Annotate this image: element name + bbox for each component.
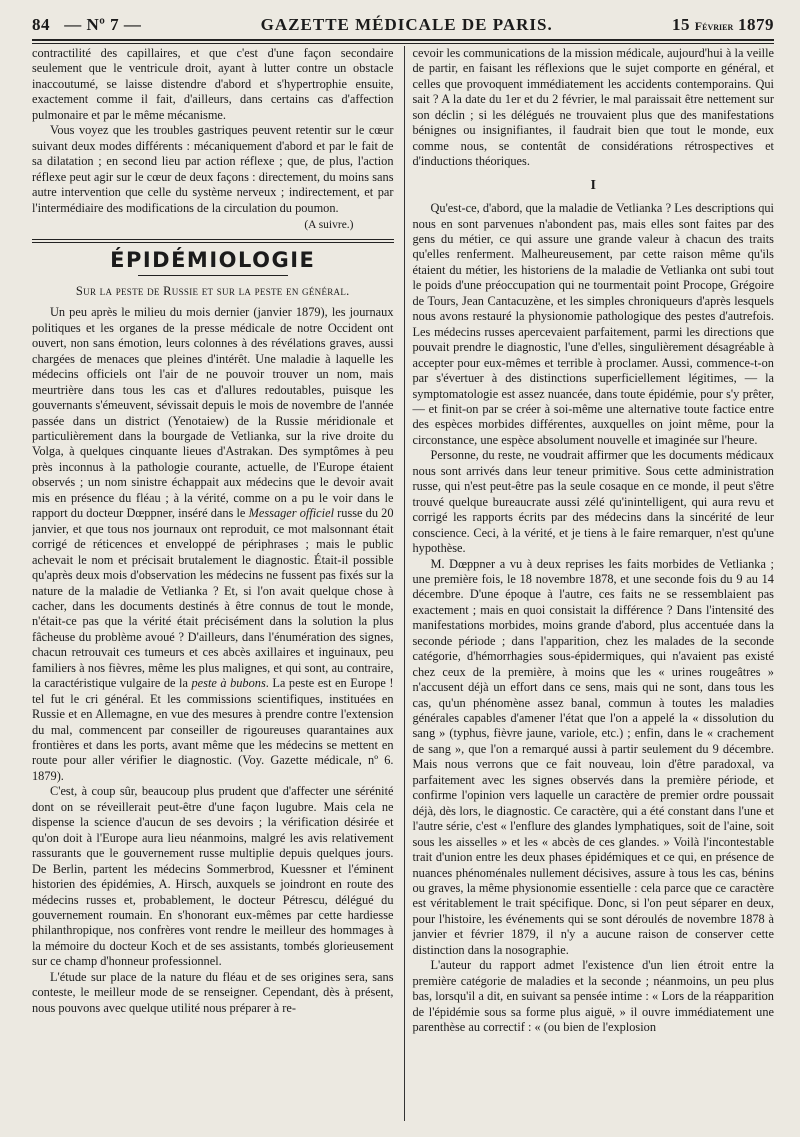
page-header <box>32 14 774 36</box>
paragraph: L'étude sur place de la nature du fléau et de ses origines sera, sans conteste, le meilleur mode de se renseigner. Cependant, dès à présent, nous pouvons avec quelque utilité nous préparer à re- <box>32 969 394 1015</box>
paragraph: Un peu après le milieu du mois dernier (janvier 1879), les journaux politiques et les organes de la presse médicale de notre Occident ont ouvert, non sans émotion, leurs colonnes à des révélations graves, aussi chargées de menaces que pleines d'intérêt. Une maladie à laquelle les médecins officiels ont l'air de ne pouvoir trouver un nom, mais meurtrière dans tous les cas et d'allures redoutables, puisque les gouvernants s'émeuvent, sévissait depuis le mois de novembre de l'année passée dans un district (Yenotaiew) de la Russie méridionale et particulièrement dans la bourgade de Vetlianka, sur la rive droite du Volga, à quelques cinquante lieues d'Astrakan. Des symptômes à peu près inconnus à la pathologie courante, actuelle, de l'Europe étaient observés ; un nom sinistre échappait aux médecins que le devoir avait mis en présence du fléau ; à la vérité, comme on a pu le voir dans le rapport du docteur Dœppner, inséré dans le Messager officiel russe du 20 janvier, et que tous nos journaux ont reproduit, ce mot malsonnant était corrigé de réticences et enveloppé de périphrases ; mais le public achevait le nom et précisait brutalement le diagnostic. Était-il possible qu'après deux mois d'observation les médecins ne fussent pas fixés sur la nature de la maladie de Vetlianka ? Et, si l'on avait quelque chose à cacher, dans les documents destinés à être connus de tout le monde, n'était-ce pas que la vérité était précisément dans la solution la plus fâcheuse du problème avoué ? D'ailleurs, dans l'énumération des signes, chacun retrouvait ces tumeurs et ces abcès axillaires et inguinaux, peu familiers à nos fièvres, même les plus malignes, et qui sont, au contraire, la caractéristique vulgaire de la peste à bubons. La peste est en Europe ! tel fut le cri général. Et les commissions scientifiques, instituées en Russie et en Allemagne, en vue des mesures à prendre contre l'extension du mal, commencent par conseiller de rigoureuses quarantaines aux frontières et dans les ports, avant même que les médecins se mettent en route pour aller vérifier le diagnostic. (Voy. Gazette médicale, nº 6. 1879). <box>32 305 394 783</box>
paragraph: M. Dœppner a vu à deux reprises les faits morbides de Vetlianka ; une première fois, le 18 novembre 1878, et une seconde fois du 9 au 14 décembre. D'une époque à l'autre, ces faits ne se ressemblaient pas exactement ; mais en quoi consistait la différence ? Dans l'intensité des manifestations morbides, moins grande d'abord, plus accentuée dans la seconde période ; dans l'apparition, chez les malades de la seconde catégorie, d'hémorrhagies sous-épidermiques, qui n'avaient pas existé chez ceux de la première, à moins que les « urines rougeâtres » n'accusent déjà un effort dans ce sens, mais qui ne sont, dans tous les cas, qu'un phénomène assez banal, commun à toutes les maladies générales capables d'amener l'état que l'on a appelé la « dissolution du sang » (typhus, fièvre jaune, variole, etc.) ; enfin, dans le « crachement de sang », que l'on a remarqué aussi à partir seulement du 9 décembre. Mais nous verrons que ce fait nouveau, loin d'être paradoxal, va parfaitement avec les signes observés dans la première période, et confirme l'opinion vers laquelle un caractère de premier ordre poussait déjà, dès lors, le diagnostic. Ce caractère, qui a été constant dans l'une et l'autre série, c'est « l'enflure des glandes lymphatiques, soit de l'aine, soit sous les aisselles » et les « abcès de ces glandes. » Voilà l'incontestable trait d'union entre les deux phases épidémiques et ce qui, en présence de nuances phénoménales nullement décisives, assure à tous les cas, bénins ou graves, la même physionomie essentielle : cela parce que ce caractère est véritablement le trait spécifique. Donc, si l'on peut séparer en deux, pour l'histoire, les événements qui se sont déroulés de novembre 1878 à janvier et février 1879, il n'y a aucune raison de conserver cette distinction dans la nosographie. <box>412 556 774 957</box>
article-subtitle: Sur la peste de Russie et sur la peste en général. <box>75 283 350 298</box>
section-title: ÉPIDÉMIOLOGIE <box>110 248 316 273</box>
paragraph: cevoir les communications de la mission médicale, aujourd'hui à la veille de partir, en faisant les réflexions que le sujet comporte en général, et celles que provoquent immédiatement les accidents contemporains. Qui sait ? A la date du 1er et du 2 février, le mal paraissait être nettement sur son déclin ; si les délégués ne trouvaient plus que des manifestations bénignes ou insignifiantes, il faudrait bien que tout le monde, eux comme nous, se contentât de considérations rétrospectives et d'inductions théoriques. <box>412 46 774 169</box>
paragraph: contractilité des capillaires, et que c'est d'une façon secondaire seulement que le ventricule droit, ayant à lutter contre un obstacle inaccoutumé, se laisse distendre d'abord et s'hypertrophie ensuite, exactement comme il fait, d'ailleurs, dans certains cas d'affection pulmonaire et par le même mécanisme. <box>32 46 394 122</box>
paragraph: C'est, à coup sûr, beaucoup plus prudent que d'affecter une sérénité dont on se réveillerait peut-être d'une façon lugubre. Mais cela ne dispense la science d'aucun de ses devoirs ; la vérification désirée et qu'on doit à l'Europe aura lieu néanmoins, malgré les avis relativement rassurants que le gouvernement russe multiplie depuis quelques jours. De Berlin, partent les médecins Sommerbrod, Kuessner et l'éminent historien des épidémies, A. Hirsch, auxquels se joindront en route des médecins russes et, probablement, le docteur Pétrescu, délégué du gouvernement roumain. En s'honorant eux-mêmes par cette hardiesse philanthropique, nos confrères vont rendre le meilleur des hommages à la mémoire du docteur Koch et de ses assistants, tombés glorieusement sur ce champ d'honneur professionnel. <box>32 784 394 969</box>
title-underline <box>138 275 288 276</box>
left-column <box>32 46 394 1121</box>
italic-title: Messager officiel <box>248 506 334 521</box>
paragraph: Qu'est-ce, d'abord, que la maladie de Vetlianka ? Les descriptions qui nous en sont parvenues n'abondent pas, mais elles sont faites par des gens du métier, ce qui assure une grande valeur à chacun des traits qu'elles renferment. Malheureusement, par cette raison même qu'ils étaient du métier, les historiens de la maladie de Vetlianka ont subi tout le poids d'une préoccupation qui ne tourmentait point Procope, Grégoire de Tours, Jean Cantacuzène, et les simples chroniqueurs d'après lesquels nous avons restauré la physionomie pathologique des pestes d'autrefois. Les médecins russes apercevaient parfaitement, parmi les directions que pouvait prendre le diagnostic, l'une d'elles, singulièrement désagréable à accepter pour eux-mêmes et terrible à proclamer. Aussi, commence-t-on par s'évertuer à des distinctions superficiellement légitimes, — la symptomatologie est assez nuancée, dans toute épidémie, pour s'y prêter, — et finit-on par se créer à soi-même une alternative toute factice entre des espèces morbides différentes, auxquelles on joint même, pour la circonstance, une espèce absolument nouvelle et imaginée sur l'heure. <box>412 201 774 447</box>
italic-term: peste à bubons <box>191 676 266 691</box>
paragraph: Vous voyez que les troubles gastriques peuvent retentir sur le cœur suivant deux modes différents : mécaniquement d'abord et par le fait de sa dilatation ; en second lieu par action réflexe ; que, de plus, l'action réflexe peut agir sur le cœur de deux façons : directement, du moins sans autre intervention que celle du système nerveux ; indirectement, et par l'intermédiaire des modifications de la circulation du poumon. <box>32 123 394 215</box>
section-rule <box>32 239 394 243</box>
issue-date: 15 Février 1879 <box>672 15 774 34</box>
header-rule <box>32 39 774 44</box>
page-number: 84 <box>32 15 50 34</box>
right-column <box>412 46 774 1121</box>
paragraph: L'auteur du rapport admet l'existence d'un lien étroit entre la première catégorie de maladies et la seconde ; néanmoins, un peu plus bas, lorsqu'il a dit, en suivant sa pensée intime : « Lors de la réapparition de l'épidémie sous sa forme plus aiguë, » il ouvre immédiatement une parenthèse au correctif : « (ou bien de l'explosion <box>412 958 774 1035</box>
to-be-continued: (A suivre.) <box>304 218 354 231</box>
paragraph: Personne, du reste, ne voudrait affirmer que les documents médicaux nous sont arrivés dans leur teneur primitive. Sous cette administration russe, qui n'est peut-être pas la seule cosaque en ce monde, il peut s'être trouvé quelque bureaucrate aussi zélé qu'inintelligent, qui aura revu et corrigé les rapports écrits par des médecins dans la sincérité de leur conscience. Ceci, à la vérité, et je tiens à le faire remarquer, n'est qu'une hypothèse. <box>412 448 774 556</box>
chapter-numeral: I <box>590 177 596 193</box>
page-number-and-issue <box>32 14 141 36</box>
column-divider <box>404 46 405 1121</box>
journal-title: GAZETTE MÉDICALE DE PARIS. <box>260 15 553 34</box>
issue-number: — Nº 7 — <box>64 15 142 34</box>
columns <box>32 46 774 1121</box>
